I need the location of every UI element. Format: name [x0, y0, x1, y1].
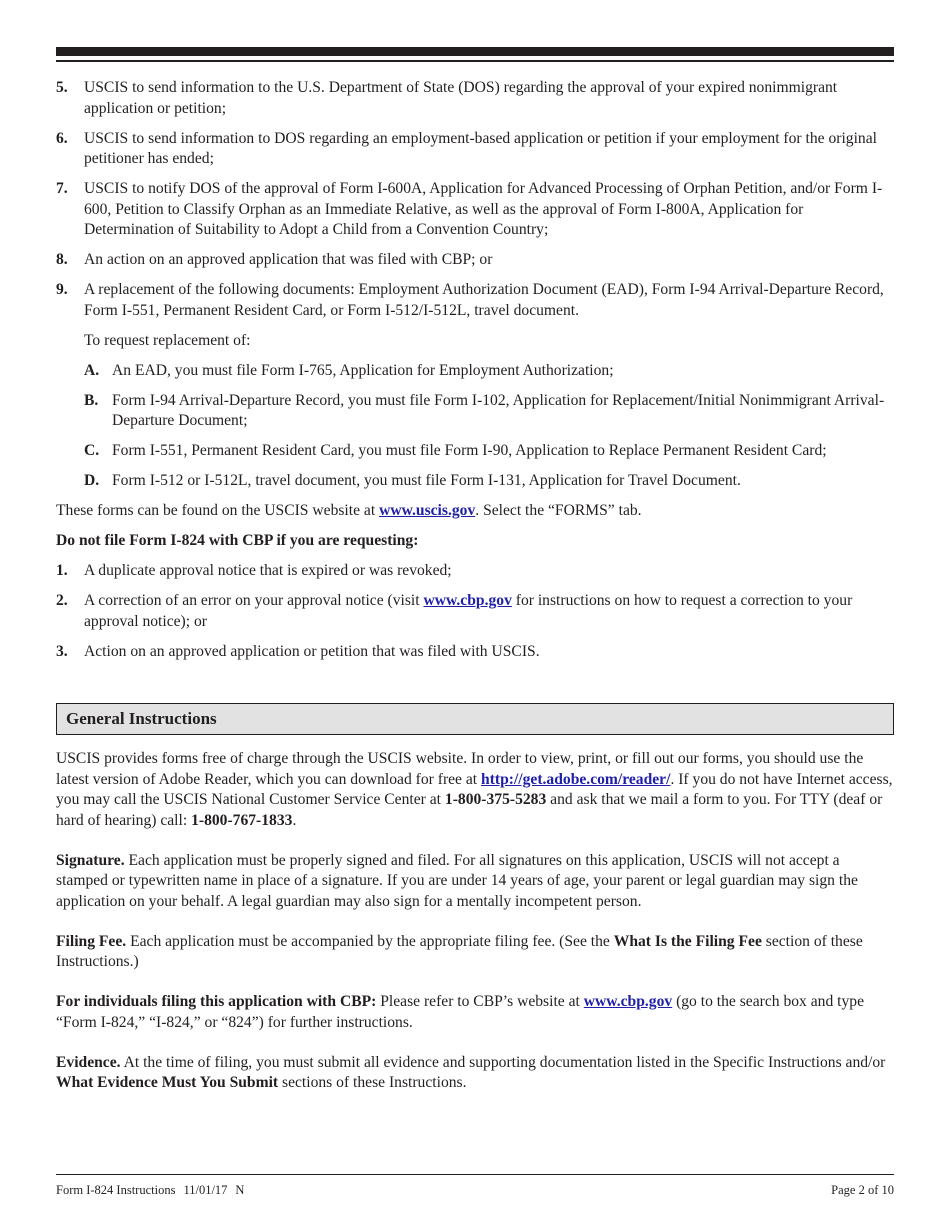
list-number: 5.: [56, 79, 68, 96]
paragraph-text: Please refer to CBP’s website at: [376, 993, 584, 1010]
section-reference: What Evidence Must You Submit: [56, 1074, 279, 1091]
footer-form-name: Form I-824 Instructions: [56, 1183, 176, 1197]
paragraph-text: and ask that we mail a form to you. For TTY (deaf or hard of hearing) call:: [56, 791, 883, 829]
sublist-letter: C.: [84, 442, 100, 459]
do-not-file-heading: Do not file Form I-824 with CBP if you are requesting:: [56, 532, 419, 549]
header-thin-rule: [56, 60, 894, 62]
sublist-letter: D.: [84, 472, 100, 489]
sublist-item: [84, 471, 894, 492]
list-number: 3.: [56, 642, 68, 660]
list-item: [56, 129, 894, 170]
list-text: A duplicate approval notice that is expired or was revoked;: [84, 562, 452, 579]
list-number: 7.: [56, 180, 68, 197]
sublist-item: [84, 441, 894, 462]
sublist-text: Form I-94 Arrival-Departure Record, you must file Form I-102, Application for Replacement/Initial Nonimmigrant Arrival-Departure Document;: [112, 391, 885, 429]
list-text: A replacement of the following documents: Employment Authorization Document (EAD), Form I-94 Arrival-Departure Record, Form I-551, Permanent Resident Card, or Form I-512/I-512L, travel document.: [84, 281, 884, 319]
list-text: USCIS to notify DOS of the approval of Form I-600A, Application for Advanced Processing of Orphan Petition, and/or Form I-600, Petition to Classify Orphan as an Immediate Relative, as well as the approval of Form I-800A, Application for Determination of Suitability to Adopt a Child from a Convention Country;: [84, 180, 883, 238]
footer-date: 11/01/17: [183, 1183, 228, 1197]
section-title: General Instructions: [66, 709, 217, 728]
list-text: USCIS to send information to DOS regarding an employment-based application or petition if your employment for the original petitioner has ended;: [84, 129, 877, 167]
filing-fee-paragraph: [56, 932, 894, 973]
paragraph-label: For individuals filing this application with CBP:: [56, 993, 377, 1010]
list-number: 2.: [56, 592, 68, 609]
list-number: 6.: [56, 129, 68, 147]
list-text-part: A correction of an error on your approval notice (visit: [84, 592, 424, 609]
list-number: 1.: [56, 562, 68, 579]
sublist-item: [84, 361, 894, 382]
adobe-reader-link[interactable]: http://get.adobe.com/reader/: [481, 770, 671, 788]
paragraph-label: Signature.: [56, 851, 125, 869]
list-item: [56, 179, 894, 241]
page-number: Page 2 of 10: [831, 1183, 894, 1197]
paragraph-label: Filing Fee.: [56, 932, 127, 950]
paragraph-text: sections of these Instructions.: [278, 1074, 467, 1091]
general-instructions-body: [56, 749, 894, 1113]
phone-number: 1-800-375-5283: [444, 791, 547, 808]
sublist-text: An EAD, you must file Form I-765, Application for Employment Authorization;: [112, 361, 614, 379]
sublist-item: [84, 391, 894, 432]
list-text: Action on an approved application or petition that was filed with USCIS.: [84, 642, 540, 660]
footer-rule: [56, 1174, 894, 1175]
paragraph-text: section of these Instructions.): [56, 932, 863, 970]
cbp-paragraph: [56, 992, 894, 1033]
sublist-text: Form I-512 or I-512L, travel document, you must file Form I-131, Application for Travel Document.: [112, 472, 741, 489]
paragraph-text: (go to the search box and type “Form I-824,” “I-824,” or “824”) for further instructions.: [56, 993, 865, 1031]
evidence-paragraph: [56, 1053, 894, 1094]
paragraph-text: . If you do not have Internet access, you may call the USCIS National Customer Service Center at: [56, 770, 893, 808]
list-number: 9.: [56, 281, 68, 298]
list-section: [56, 78, 894, 672]
uscis-link[interactable]: www.uscis.gov: [379, 502, 476, 519]
list-item: [56, 642, 894, 663]
paragraph-text: USCIS provides forms free of charge through the USCIS website. In order to view, print, or fill out our forms, you should use the latest version of Adobe Reader, which you can download for free at: [56, 750, 864, 788]
footer-edition: N: [235, 1183, 245, 1197]
paragraph-text: .: [292, 811, 297, 829]
header-thick-rule: [56, 47, 894, 56]
list-item: [56, 561, 894, 582]
paragraph-label: Evidence.: [56, 1053, 121, 1071]
list-text: [84, 591, 894, 632]
forms-note-text: These forms can be found on the USCIS website at: [56, 502, 380, 519]
sublist-letter: A.: [84, 361, 100, 379]
cbp-link[interactable]: www.cbp.gov: [423, 592, 512, 609]
footer-form-info: [56, 1183, 252, 1198]
tty-phone-number: 1-800-767-1833: [191, 811, 293, 829]
sublist-letter: B.: [84, 391, 99, 409]
forms-note: [56, 501, 894, 522]
list-item: [56, 591, 894, 632]
list-item: [56, 280, 894, 321]
sublist-text: Form I-551, Permanent Resident Card, you must file Form I-90, Application to Replace Permanent Resident Card;: [112, 442, 827, 459]
section-reference: What Is the Filing Fee: [613, 932, 762, 950]
forms-note-text: . Select the “FORMS” tab.: [475, 502, 642, 519]
list-item: [56, 78, 894, 119]
paragraph-text: At the time of filing, you must submit all evidence and supporting documentation listed in the Specific Instructions and/or: [120, 1053, 886, 1071]
list-text-part: for instructions on how to request a correction to your approval notice); or: [84, 592, 853, 630]
list-number: 8.: [56, 251, 68, 268]
list-text: USCIS to send information to the U.S. Department of State (DOS) regarding the approval of your expired nonimmigrant application or petition;: [84, 79, 838, 117]
paragraph-text: Each application must be properly signed and filed. For all signatures on this application, USCIS will not accept a stamped or typewritten name in place of a signature. If you are under 14 years of age, your parent or legal guardian may sign the application on your behalf. A legal guardian may also sign for a mentally incompetent person.: [56, 851, 858, 910]
intro-paragraph: [56, 749, 894, 831]
paragraph-text: Each application must be accompanied by the appropriate filing fee. (See the: [126, 932, 614, 950]
cbp-website-link[interactable]: www.cbp.gov: [583, 993, 673, 1010]
general-instructions-header: [56, 703, 894, 735]
replacement-sublist: [84, 331, 894, 492]
signature-paragraph: [56, 851, 894, 913]
list-item: [56, 250, 894, 271]
list-text: An action on an approved application that was filed with CBP; or: [84, 251, 493, 268]
replacement-intro: To request replacement of:: [84, 331, 251, 349]
